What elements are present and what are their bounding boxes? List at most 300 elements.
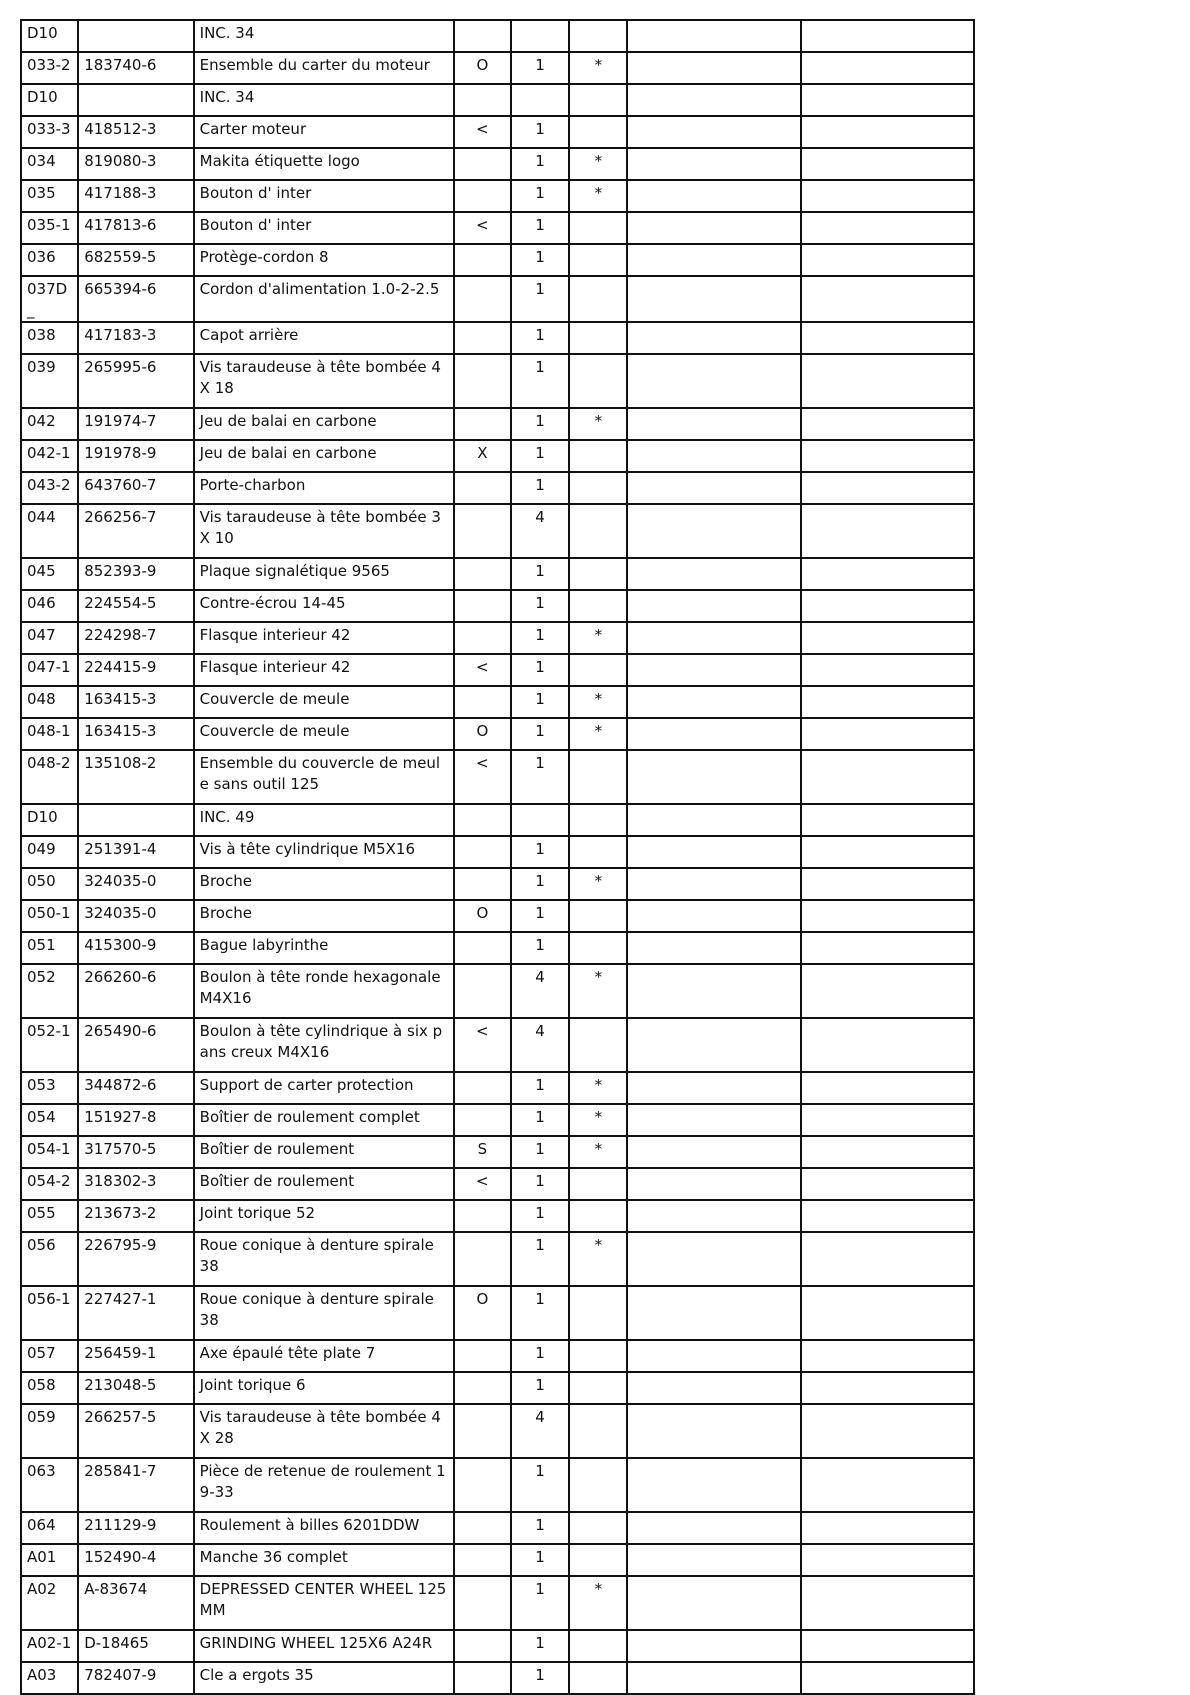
quantity-cell: 1 [511,1630,569,1662]
table-row [21,180,974,212]
description-cell: Vis taraudeuse à tête bombée 4X 28 [194,1404,454,1458]
blank-cell-b [801,440,974,472]
code-cell: < [454,116,511,148]
code-cell: < [454,1168,511,1200]
quantity-cell: 1 [511,686,569,718]
blank-cell-b [801,322,974,354]
quantity-cell: 1 [511,472,569,504]
table-row [21,1018,974,1072]
quantity-cell: 1 [511,1136,569,1168]
blank-cell-a [627,1104,801,1136]
table-row [21,1512,974,1544]
code-cell [454,20,511,52]
code-cell [454,804,511,836]
table-row [21,1104,974,1136]
code-cell: < [454,1018,511,1072]
description-cell: Carter moteur [194,116,454,148]
blank-cell-b [801,718,974,750]
item-no-cell: 056-1 [21,1286,78,1340]
item-no-cell: 064 [21,1512,78,1544]
blank-cell-b [801,558,974,590]
blank-cell-a [627,1072,801,1104]
note-cell [569,1340,627,1372]
item-no-cell: 052 [21,964,78,1018]
parts-table-body [21,20,974,1694]
blank-cell-a [627,1512,801,1544]
description-cell: Porte-charbon [194,472,454,504]
part-no-cell: 417188-3 [78,180,193,212]
code-cell [454,836,511,868]
quantity-cell: 1 [511,932,569,964]
blank-cell-a [627,322,801,354]
quantity-cell: 4 [511,1404,569,1458]
quantity-cell: 1 [511,52,569,84]
item-no-cell: 048-2 [21,750,78,804]
part-no-cell: 266260-6 [78,964,193,1018]
blank-cell-a [627,1630,801,1662]
table-row [21,354,974,408]
description-cell: Bague labyrinthe [194,932,454,964]
note-cell [569,84,627,116]
note-cell [569,504,627,558]
code-cell [454,868,511,900]
description-cell: INC. 34 [194,20,454,52]
part-no-cell: 285841-7 [78,1458,193,1512]
item-no-cell: 050 [21,868,78,900]
table-row [21,836,974,868]
quantity-cell: 1 [511,180,569,212]
note-cell [569,932,627,964]
item-no-cell: 048 [21,686,78,718]
description-cell: Axe épaulé tête plate 7 [194,1340,454,1372]
part-no-cell: 152490-4 [78,1544,193,1576]
description-cell: Couvercle de meule [194,718,454,750]
quantity-cell: 1 [511,244,569,276]
table-row [21,868,974,900]
blank-cell-b [801,212,974,244]
table-row [21,1544,974,1576]
quantity-cell: 1 [511,1662,569,1694]
code-cell [454,622,511,654]
quantity-cell: 4 [511,964,569,1018]
item-no-cell: 035-1 [21,212,78,244]
description-cell: DEPRESSED CENTER WHEEL 125 MM [194,1576,454,1630]
blank-cell-b [801,1630,974,1662]
blank-cell-a [627,276,801,322]
table-row [21,1662,974,1694]
blank-cell-b [801,1662,974,1694]
code-cell: X [454,440,511,472]
blank-cell-a [627,52,801,84]
note-cell [569,1168,627,1200]
blank-cell-a [627,440,801,472]
code-cell [454,1662,511,1694]
quantity-cell: 1 [511,1576,569,1630]
description-cell: INC. 49 [194,804,454,836]
blank-cell-b [801,1372,974,1404]
table-row [21,52,974,84]
part-no-cell: 213048-5 [78,1372,193,1404]
blank-cell-a [627,1286,801,1340]
table-row [21,1458,974,1512]
blank-cell-a [627,750,801,804]
table-row [21,1168,974,1200]
description-cell: Makita étiquette logo [194,148,454,180]
part-no-cell [78,20,193,52]
blank-cell-b [801,244,974,276]
note-cell: * [569,180,627,212]
blank-cell-a [627,1372,801,1404]
part-no-cell [78,84,193,116]
note-cell: * [569,686,627,718]
description-cell: Protège-cordon 8 [194,244,454,276]
blank-cell-a [627,148,801,180]
item-no-cell: 047-1 [21,654,78,686]
quantity-cell: 1 [511,1200,569,1232]
part-no-cell: 256459-1 [78,1340,193,1372]
note-cell [569,804,627,836]
item-no-cell: 058 [21,1372,78,1404]
item-no-cell: 055 [21,1200,78,1232]
note-cell [569,244,627,276]
quantity-cell [511,804,569,836]
note-cell [569,654,627,686]
part-no-cell: 415300-9 [78,932,193,964]
code-cell [454,1072,511,1104]
table-row [21,504,974,558]
note-cell [569,472,627,504]
blank-cell-a [627,964,801,1018]
part-no-cell: 665394-6 [78,276,193,322]
note-cell [569,116,627,148]
blank-cell-a [627,1136,801,1168]
table-row [21,1630,974,1662]
note-cell [569,1404,627,1458]
note-cell [569,354,627,408]
table-row [21,964,974,1018]
blank-cell-a [627,900,801,932]
blank-cell-b [801,354,974,408]
description-cell: Broche [194,900,454,932]
blank-cell-a [627,244,801,276]
code-cell: O [454,718,511,750]
part-no-cell: D-18465 [78,1630,193,1662]
item-no-cell: 063 [21,1458,78,1512]
part-no-cell: 251391-4 [78,836,193,868]
blank-cell-b [801,964,974,1018]
part-no-cell: 266257-5 [78,1404,193,1458]
part-no-cell: 324035-0 [78,900,193,932]
code-cell: S [454,1136,511,1168]
table-row [21,804,974,836]
code-cell [454,354,511,408]
blank-cell-a [627,1662,801,1694]
part-no-cell: 224415-9 [78,654,193,686]
table-row [21,1576,974,1630]
description-cell: Cordon d'alimentation 1.0-2-2.5 [194,276,454,322]
blank-cell-a [627,408,801,440]
code-cell [454,244,511,276]
blank-cell-a [627,932,801,964]
part-no-cell: 417813-6 [78,212,193,244]
item-no-cell: A02 [21,1576,78,1630]
code-cell [454,1630,511,1662]
code-cell: O [454,1286,511,1340]
blank-cell-b [801,1286,974,1340]
blank-cell-a [627,180,801,212]
quantity-cell: 1 [511,868,569,900]
item-no-cell: 049 [21,836,78,868]
description-cell: Roue conique à denture spirale 38 [194,1286,454,1340]
part-no-cell: 224554-5 [78,590,193,622]
code-cell [454,1458,511,1512]
blank-cell-a [627,1232,801,1286]
description-cell: INC. 34 [194,84,454,116]
description-cell: Contre-écrou 14-45 [194,590,454,622]
item-no-cell: 038 [21,322,78,354]
quantity-cell: 4 [511,504,569,558]
note-cell: * [569,1072,627,1104]
note-cell: * [569,408,627,440]
blank-cell-a [627,1168,801,1200]
part-no-cell: 224298-7 [78,622,193,654]
blank-cell-b [801,1104,974,1136]
code-cell [454,276,511,322]
item-no-cell: 054-2 [21,1168,78,1200]
code-cell [454,1340,511,1372]
part-no-cell: 418512-3 [78,116,193,148]
note-cell [569,1286,627,1340]
item-no-cell: A03 [21,1662,78,1694]
table-row [21,750,974,804]
table-row [21,472,974,504]
quantity-cell: 1 [511,1286,569,1340]
part-no-cell: 265490-6 [78,1018,193,1072]
note-cell [569,276,627,322]
description-cell: Boîtier de roulement [194,1136,454,1168]
blank-cell-a [627,1404,801,1458]
note-cell: * [569,718,627,750]
blank-cell-b [801,1018,974,1072]
part-no-cell [78,804,193,836]
part-no-cell: 318302-3 [78,1168,193,1200]
part-no-cell: 819080-3 [78,148,193,180]
description-cell: Capot arrière [194,322,454,354]
item-no-cell: 045 [21,558,78,590]
table-row [21,558,974,590]
code-cell [454,1512,511,1544]
code-cell [454,472,511,504]
blank-cell-b [801,472,974,504]
item-no-cell: 052-1 [21,1018,78,1072]
item-no-cell: 054-1 [21,1136,78,1168]
blank-cell-a [627,116,801,148]
quantity-cell: 1 [511,1072,569,1104]
quantity-cell: 4 [511,1018,569,1072]
code-cell: O [454,900,511,932]
item-no-cell: 033-3 [21,116,78,148]
quantity-cell: 1 [511,440,569,472]
blank-cell-a [627,1018,801,1072]
blank-cell-a [627,1340,801,1372]
item-no-cell: 036 [21,244,78,276]
code-cell [454,964,511,1018]
description-cell: Jeu de balai en carbone [194,440,454,472]
quantity-cell: 1 [511,590,569,622]
blank-cell-b [801,116,974,148]
quantity-cell: 1 [511,354,569,408]
blank-cell-b [801,180,974,212]
table-row [21,440,974,472]
blank-cell-b [801,504,974,558]
quantity-cell [511,84,569,116]
table-row [21,1232,974,1286]
note-cell: * [569,868,627,900]
blank-cell-a [627,20,801,52]
table-row [21,116,974,148]
code-cell [454,686,511,718]
description-cell: Cle a ergots 35 [194,1662,454,1694]
note-cell [569,212,627,244]
table-row [21,1286,974,1340]
item-no-cell: 037D_ [21,276,78,322]
note-cell: * [569,1576,627,1630]
note-cell [569,1018,627,1072]
blank-cell-b [801,20,974,52]
note-cell: * [569,1104,627,1136]
part-no-cell: 643760-7 [78,472,193,504]
table-row [21,1072,974,1104]
note-cell [569,1512,627,1544]
blank-cell-a [627,354,801,408]
blank-cell-b [801,1200,974,1232]
table-row [21,244,974,276]
blank-cell-b [801,654,974,686]
note-cell: * [569,52,627,84]
description-cell: Plaque signalétique 9565 [194,558,454,590]
item-no-cell: 042 [21,408,78,440]
item-no-cell: 056 [21,1232,78,1286]
part-no-cell: 266256-7 [78,504,193,558]
part-no-cell: 317570-5 [78,1136,193,1168]
description-cell: Jeu de balai en carbone [194,408,454,440]
item-no-cell: 039 [21,354,78,408]
blank-cell-b [801,750,974,804]
blank-cell-b [801,932,974,964]
note-cell: * [569,964,627,1018]
note-cell [569,1458,627,1512]
description-cell: Joint torique 52 [194,1200,454,1232]
note-cell [569,440,627,472]
blank-cell-b [801,52,974,84]
code-cell [454,408,511,440]
note-cell: * [569,1136,627,1168]
item-no-cell: 050-1 [21,900,78,932]
code-cell [454,504,511,558]
table-row [21,932,974,964]
note-cell [569,20,627,52]
table-row [21,718,974,750]
note-cell: * [569,1232,627,1286]
table-row [21,276,974,322]
blank-cell-a [627,472,801,504]
item-no-cell: 044 [21,504,78,558]
item-no-cell: A01 [21,1544,78,1576]
description-cell: Boîtier de roulement [194,1168,454,1200]
quantity-cell: 1 [511,322,569,354]
parts-table [20,19,975,1695]
part-no-cell: 191974-7 [78,408,193,440]
item-no-cell: 042-1 [21,440,78,472]
code-cell: O [454,52,511,84]
code-cell [454,1372,511,1404]
table-row [21,900,974,932]
blank-cell-a [627,1200,801,1232]
part-no-cell: 417183-3 [78,322,193,354]
description-cell: Flasque interieur 42 [194,622,454,654]
quantity-cell: 1 [511,622,569,654]
quantity-cell: 1 [511,1544,569,1576]
table-row [21,1136,974,1168]
table-row [21,322,974,354]
blank-cell-a [627,804,801,836]
quantity-cell: 1 [511,558,569,590]
blank-cell-b [801,868,974,900]
note-cell [569,836,627,868]
blank-cell-b [801,1404,974,1458]
code-cell: < [454,750,511,804]
blank-cell-a [627,686,801,718]
blank-cell-b [801,1458,974,1512]
part-no-cell: 191978-9 [78,440,193,472]
blank-cell-b [801,1340,974,1372]
item-no-cell: 043-2 [21,472,78,504]
part-no-cell: 227427-1 [78,1286,193,1340]
table-row [21,622,974,654]
quantity-cell: 1 [511,836,569,868]
blank-cell-b [801,1136,974,1168]
note-cell [569,1662,627,1694]
note-cell [569,750,627,804]
description-cell: Ensemble du carter du moteur [194,52,454,84]
part-no-cell: A-83674 [78,1576,193,1630]
description-cell: Bouton d' inter [194,180,454,212]
item-no-cell: D10 [21,804,78,836]
part-no-cell: 183740-6 [78,52,193,84]
item-no-cell: 054 [21,1104,78,1136]
description-cell: Support de carter protection [194,1072,454,1104]
blank-cell-b [801,1512,974,1544]
part-no-cell: 782407-9 [78,1662,193,1694]
note-cell [569,1372,627,1404]
item-no-cell: 046 [21,590,78,622]
blank-cell-b [801,900,974,932]
part-no-cell: 344872-6 [78,1072,193,1104]
blank-cell-a [627,558,801,590]
description-cell: Broche [194,868,454,900]
table-row [21,1372,974,1404]
quantity-cell: 1 [511,750,569,804]
code-cell [454,1232,511,1286]
code-cell [454,932,511,964]
part-no-cell: 151927-8 [78,1104,193,1136]
part-no-cell: 265995-6 [78,354,193,408]
blank-cell-a [627,1544,801,1576]
item-no-cell: 053 [21,1072,78,1104]
table-row [21,654,974,686]
blank-cell-a [627,718,801,750]
table-row [21,1200,974,1232]
